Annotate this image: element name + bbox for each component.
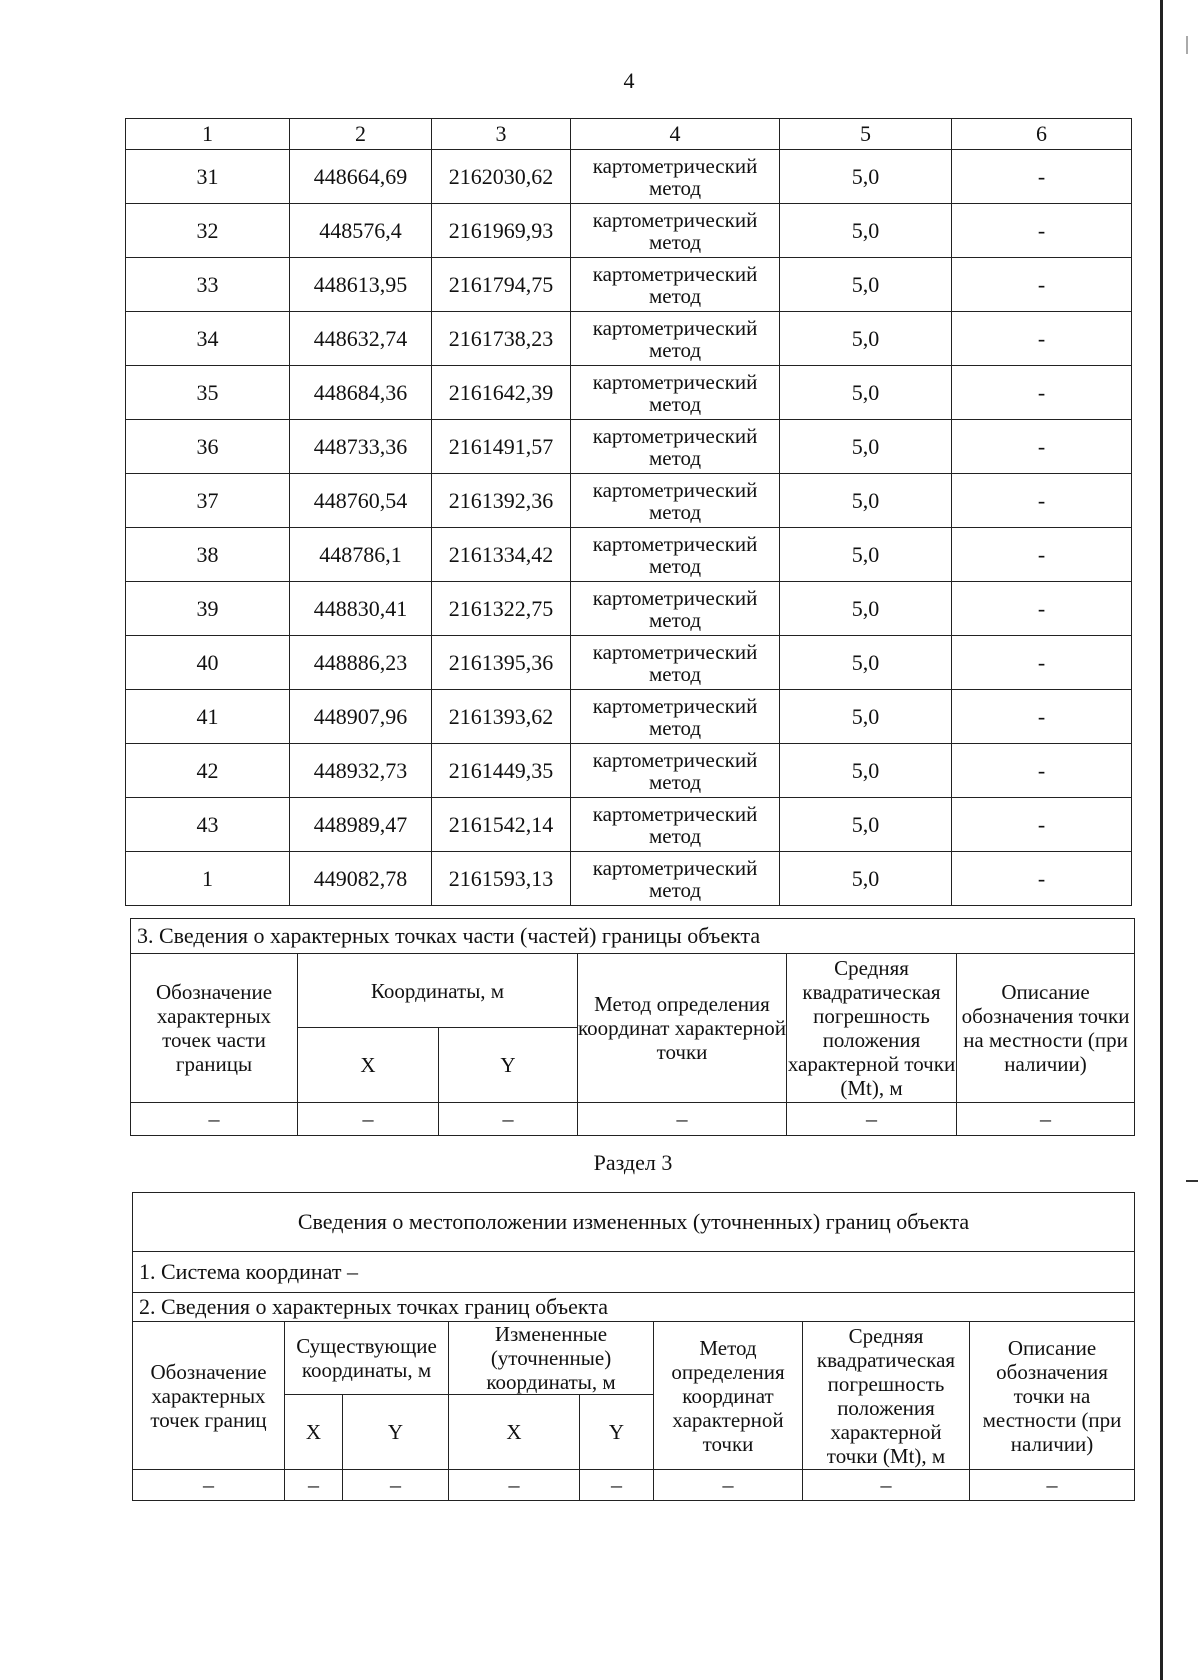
method: картометрический метод [571, 420, 780, 474]
point-id: 40 [126, 636, 290, 690]
coord-y: 2161542,14 [432, 798, 571, 852]
method: картометрический метод [571, 744, 780, 798]
section-title: Раздел 3 [593, 1150, 673, 1175]
coord-y: 2161969,93 [432, 204, 571, 258]
mt-error: 5,0 [780, 258, 952, 312]
header-y: Y [439, 1028, 578, 1103]
scan-mark [1186, 36, 1188, 54]
table-row [126, 474, 1132, 528]
method: картометрический метод [571, 852, 780, 906]
empty-cell: – [970, 1470, 1135, 1501]
coord-x: 448576,4 [290, 204, 432, 258]
table-row [126, 150, 1132, 204]
empty-cell: – [449, 1470, 580, 1501]
empty-cell: – [298, 1103, 439, 1136]
mt-error: 5,0 [780, 204, 952, 258]
coord-y: 2161491,57 [432, 420, 571, 474]
description: - [952, 474, 1132, 528]
description: - [952, 798, 1132, 852]
empty-cell: – [654, 1470, 803, 1501]
point-id: 1 [126, 852, 290, 906]
description: - [952, 312, 1132, 366]
header-changed-y: Y [580, 1395, 654, 1470]
table-row [133, 1470, 1135, 1501]
header-existing-coords: Существующие координаты, м [285, 1322, 449, 1395]
description: - [952, 744, 1132, 798]
point-id: 35 [126, 366, 290, 420]
description: - [952, 258, 1132, 312]
empty-cell: – [133, 1470, 285, 1501]
point-id: 38 [126, 528, 290, 582]
table-row [126, 852, 1132, 906]
description: - [952, 582, 1132, 636]
point-id: 37 [126, 474, 290, 528]
scan-mark [1186, 1180, 1198, 1182]
header-description: Описание обозначения точки на местности (при наличии) [970, 1322, 1135, 1470]
table-row [126, 312, 1132, 366]
empty-cell: – [580, 1470, 654, 1501]
col-header-4: 4 [571, 119, 780, 150]
table-row [126, 258, 1132, 312]
coord-y: 2162030,62 [432, 150, 571, 204]
coord-x: 448932,73 [290, 744, 432, 798]
col-header-1: 1 [126, 119, 290, 150]
header-description: Описание обозначения точки на местности (при наличии) [957, 954, 1135, 1103]
header-mt-error: Средняя квадратическая погрешность положения характерной точки (Mt), м [787, 954, 957, 1103]
col-header-5: 5 [780, 119, 952, 150]
coord-x: 448786,1 [290, 528, 432, 582]
mt-error: 5,0 [780, 582, 952, 636]
table-row [131, 1103, 1135, 1136]
point-id: 33 [126, 258, 290, 312]
mt-error: 5,0 [780, 744, 952, 798]
method: картометрический метод [571, 204, 780, 258]
method: картометрический метод [571, 312, 780, 366]
table-title: Сведения о местоположении измененных (уточненных) границ объекта [133, 1193, 1135, 1252]
table-row [126, 204, 1132, 258]
empty-cell: – [803, 1470, 970, 1501]
coord-y: 2161593,13 [432, 852, 571, 906]
mt-error: 5,0 [780, 312, 952, 366]
coord-x: 448613,95 [290, 258, 432, 312]
method: картометрический метод [571, 150, 780, 204]
table-row [126, 582, 1132, 636]
mt-error: 5,0 [780, 690, 952, 744]
coord-x: 448760,54 [290, 474, 432, 528]
point-id: 41 [126, 690, 290, 744]
col-header-2: 2 [290, 119, 432, 150]
description: - [952, 420, 1132, 474]
column-number-row [126, 119, 1132, 150]
col-header-6: 6 [952, 119, 1132, 150]
method: картометрический метод [571, 690, 780, 744]
page-number: 4 [623, 68, 635, 93]
table-row [126, 528, 1132, 582]
mt-error: 5,0 [780, 150, 952, 204]
coord-x: 448886,23 [290, 636, 432, 690]
description: - [952, 636, 1132, 690]
table-row [126, 420, 1132, 474]
empty-cell: – [787, 1103, 957, 1136]
header-x: X [298, 1028, 439, 1103]
coord-y: 2161738,23 [432, 312, 571, 366]
point-id: 43 [126, 798, 290, 852]
coord-x: 448733,36 [290, 420, 432, 474]
description: - [952, 690, 1132, 744]
mt-error: 5,0 [780, 474, 952, 528]
empty-cell: – [957, 1103, 1135, 1136]
table-row [126, 798, 1132, 852]
col-header-3: 3 [432, 119, 571, 150]
description: - [952, 366, 1132, 420]
method: картометрический метод [571, 474, 780, 528]
section-label: 3. Сведения о характерных точках части (частей) границы объекта [131, 919, 1135, 954]
mt-error: 5,0 [780, 798, 952, 852]
coord-y: 2161322,75 [432, 582, 571, 636]
coord-system-label: 1. Система координат – [133, 1252, 1135, 1293]
coord-x: 449082,78 [290, 852, 432, 906]
method: картометрический метод [571, 798, 780, 852]
point-id: 34 [126, 312, 290, 366]
coord-y: 2161449,35 [432, 744, 571, 798]
description: - [952, 204, 1132, 258]
coord-y: 2161794,75 [432, 258, 571, 312]
empty-cell: – [131, 1103, 298, 1136]
part-boundary-points-table [130, 918, 1135, 1136]
table-row [126, 690, 1132, 744]
point-id: 32 [126, 204, 290, 258]
mt-error: 5,0 [780, 366, 952, 420]
coord-x: 448989,47 [290, 798, 432, 852]
scan-edge-line [1160, 0, 1163, 1680]
table-row [126, 366, 1132, 420]
header-method: Метод определения координат характерной точки [654, 1322, 803, 1470]
points-label: 2. Сведения о характерных точках границ объекта [133, 1293, 1135, 1322]
point-id: 36 [126, 420, 290, 474]
boundary-points-table [125, 118, 1132, 906]
header-coordinates: Координаты, м [298, 954, 578, 1028]
method: картометрический метод [571, 636, 780, 690]
point-id: 42 [126, 744, 290, 798]
point-id: 39 [126, 582, 290, 636]
mt-error: 5,0 [780, 528, 952, 582]
coord-y: 2161393,62 [432, 690, 571, 744]
mt-error: 5,0 [780, 636, 952, 690]
coord-x: 448684,36 [290, 366, 432, 420]
coord-x: 448664,69 [290, 150, 432, 204]
empty-cell: – [285, 1470, 343, 1501]
coord-x: 448830,41 [290, 582, 432, 636]
coord-y: 2161334,42 [432, 528, 571, 582]
point-id: 31 [126, 150, 290, 204]
method: картометрический метод [571, 582, 780, 636]
coord-x: 448907,96 [290, 690, 432, 744]
table-row [126, 744, 1132, 798]
empty-cell: – [343, 1470, 449, 1501]
method: картометрический метод [571, 528, 780, 582]
mt-error: 5,0 [780, 852, 952, 906]
header-method: Метод определения координат характерной точки [578, 954, 787, 1103]
empty-cell: – [439, 1103, 578, 1136]
coord-x: 448632,74 [290, 312, 432, 366]
header-point-designation: Обозначение характерных точек границ [133, 1322, 285, 1470]
header-changed-x: X [449, 1395, 580, 1470]
description: - [952, 852, 1132, 906]
table-row [126, 636, 1132, 690]
header-existing-y: Y [343, 1395, 449, 1470]
description: - [952, 150, 1132, 204]
empty-cell: – [578, 1103, 787, 1136]
header-changed-coords: Измененные (уточненные) координаты, м [449, 1322, 654, 1395]
coord-y: 2161642,39 [432, 366, 571, 420]
method: картометрический метод [571, 258, 780, 312]
coord-y: 2161392,36 [432, 474, 571, 528]
mt-error: 5,0 [780, 420, 952, 474]
header-point-designation: Обозначение характерных точек части границы [131, 954, 298, 1103]
header-mt-error: Средняя квадратическая погрешность положения характерной точки (Mt), м [803, 1322, 970, 1470]
changed-boundaries-table [132, 1192, 1135, 1501]
description: - [952, 528, 1132, 582]
method: картометрический метод [571, 366, 780, 420]
header-existing-x: X [285, 1395, 343, 1470]
coord-y: 2161395,36 [432, 636, 571, 690]
